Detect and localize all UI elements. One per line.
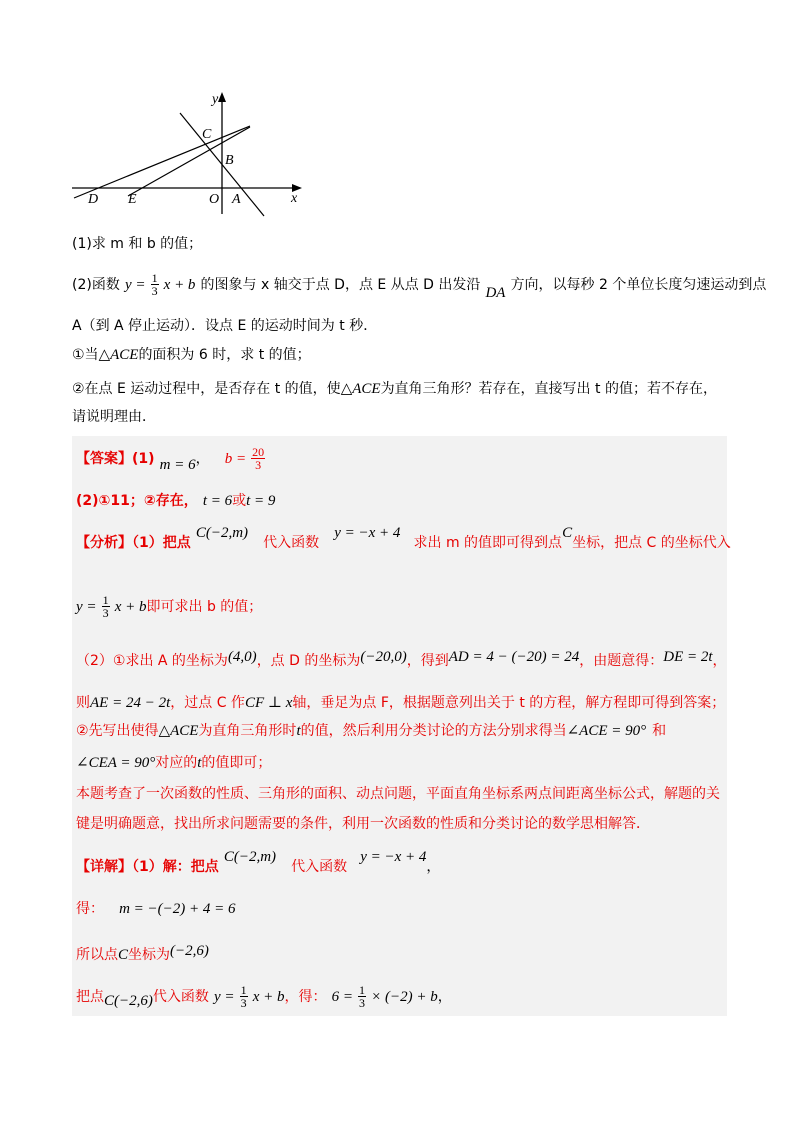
label-e: E	[128, 192, 137, 207]
analysis-summary-2: 键是明确题意，找出所求问题需要的条件，利用一次函数的性质和分类讨论的数学思相解答．	[76, 816, 650, 832]
q2-da: DA	[485, 285, 506, 301]
question-2-sub1: ①当△ACE的面积为 6 时，求 t 的值；	[72, 347, 311, 363]
line-dc	[74, 126, 250, 198]
analysis-line1: 【分析】（1）把点 C(−2,m) 代入函数 y = −x + 4 求出 m 的值即可得到点C坐标，把点 C 的坐标代入	[76, 525, 731, 551]
coordinate-figure	[66, 90, 316, 220]
detail-line2: 得： m = −(−2) + 4 = 6	[76, 901, 236, 917]
answer-b: b =	[224, 451, 247, 467]
label-c: C	[202, 127, 212, 142]
question-2-sub2-line2: 请说明理由．	[72, 409, 156, 425]
answer-label: 【答案】(1)	[76, 451, 155, 467]
detail-label: 【详解】（1）解：把点	[76, 859, 219, 875]
question-2-sub2: ②在点 E 运动过程中，是否存在 t 的值，使△ACE为直角三角形？若存在，直接写出 t 的值；若不存在，	[72, 381, 717, 397]
question-2-line2: A（到 A 停止运动）．设点 E 的运动时间为 t 秒．	[72, 318, 378, 334]
detail-line1: 【详解】（1）解：把点 C(−2,m) 代入函数 y = −x + 4，	[76, 849, 441, 875]
q2-end: 方向，以每秒 2 个单位长度匀速运动到点	[510, 277, 767, 293]
answer-m: m = 6	[159, 457, 196, 473]
triangle-ace: △ACE	[340, 381, 381, 397]
detail-line4: 把点C(−2,6)代入函数 y = $\frac{1}{3}$ x + b，得： 6 = $\frac{1}{3}$ × (−2) + b，	[76, 983, 452, 1010]
answer-line1: 【答案】(1) m = 6， b = $\frac{20}{3}$	[76, 445, 265, 473]
answer-t2: t = 9	[246, 493, 276, 509]
analysis-summary-1: 本题考查了一次函数的性质、三角形的面积、动点问题，平面直角坐标系两点间距离坐标公式，解题的关	[76, 786, 720, 802]
q2-prefix: (2)函数	[72, 277, 120, 293]
triangle-ace: △ACE	[98, 347, 139, 363]
analysis-line5: ②先写出使得△ACE为直角三角形时t的值，然后利用分类讨论的方法分别求得当∠ACE = 90° 和	[76, 723, 667, 739]
analysis-label: 【分析】（1）把点	[76, 535, 191, 551]
question-1: (1)求 m 和 b 的值；	[72, 236, 203, 252]
y-axis-arrow	[218, 92, 226, 102]
detail-line3: 所以点C坐标为(−2,6)	[76, 943, 209, 963]
label-d: D	[88, 192, 99, 207]
answer-b-fraction: $\frac{20}{3}$	[252, 445, 265, 472]
analysis-line3: （2）①求出 A 的坐标为(4,0)，点 D 的坐标为(−20,0)，得到AD = 4 − (−20) = 24，由题意得：DE = 2t，	[76, 649, 727, 669]
label-a: A	[232, 192, 241, 207]
q2-eq-rhs: x + b	[163, 277, 196, 293]
label-b: B	[225, 153, 234, 168]
q2-eq-lhs: y =	[124, 277, 146, 293]
analysis-line4: 则AE = 24 − 2t，过点 C 作CF ⊥ x轴，垂足为点 F，根据题意列出关于 t 的方程，解方程即可得到答案；	[76, 695, 726, 711]
question-2-line1	[72, 271, 767, 301]
q2-fraction: $\frac{1}{3}$	[151, 271, 158, 298]
q2-mid: 的图象与 x 轴交于点 D，点 E 从点 D 出发沿	[200, 277, 481, 293]
analysis-line2: y = $\frac{1}{3}$ x + b即可求出 b 的值；	[76, 593, 263, 620]
label-o: O	[209, 192, 220, 207]
label-y: y	[212, 92, 219, 107]
answer-t1: t = 6	[202, 493, 233, 509]
label-x: x	[291, 191, 298, 206]
analysis-line6: ∠CEA = 90°对应的t的值即可；	[76, 755, 272, 771]
answer-line2: (2)①11；②存在， t = 6或t = 9	[76, 493, 276, 509]
